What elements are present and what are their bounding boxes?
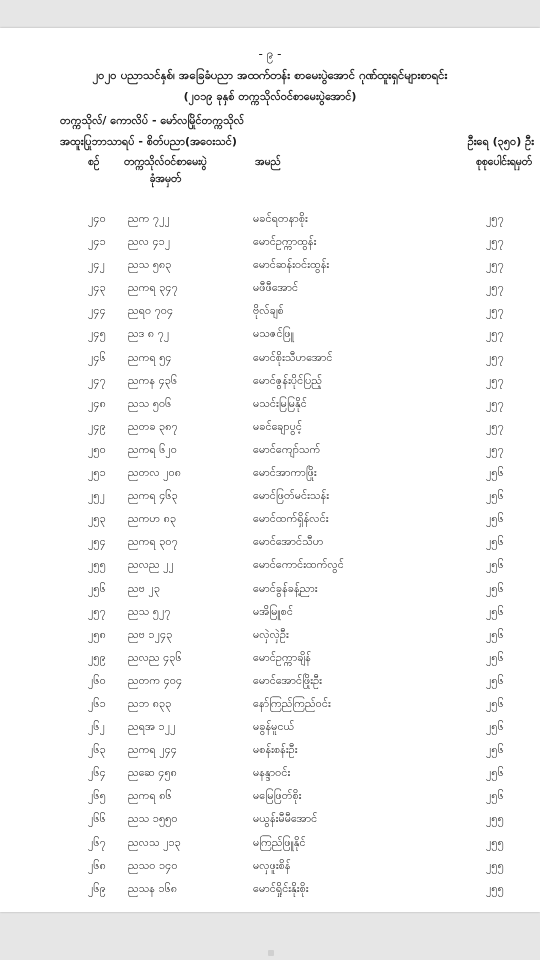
row-number: ၂၆၂	[88, 720, 105, 734]
table-row	[0, 416, 540, 439]
table-row	[0, 578, 540, 601]
column-header-roll-line: ခုံအမှတ်	[149, 173, 182, 185]
roll-number: ညရဝ ၇၀၄	[128, 304, 174, 318]
table-row	[0, 439, 540, 462]
roll-number: ညဒ ၈ ၇၂	[128, 327, 170, 341]
row-number: ၂၅၄	[88, 535, 106, 549]
table-row	[0, 277, 540, 300]
row-number: ၂၄၂	[88, 258, 105, 272]
total-score: ၂၅၆	[486, 789, 504, 803]
student-name: မောင်ဖြတ်မင်းသန်း	[253, 489, 330, 503]
total-score: ၂၅၆	[486, 766, 504, 780]
row-number: ၂၆၉	[88, 881, 106, 895]
total-score: ၂၅၆	[486, 512, 504, 526]
table-row	[0, 508, 540, 531]
total-score: ၂၅၅	[486, 812, 504, 826]
total-score: ၂၅၅	[486, 858, 504, 872]
roll-number: ညတခ ၃၈၇	[128, 419, 178, 433]
row-number: ၂၄၈	[88, 396, 106, 410]
row-number: ၂၆၁	[88, 696, 106, 710]
total-score: ၂၅၆	[486, 720, 504, 734]
total-score: ၂၅၇	[486, 373, 504, 387]
student-name: မောင်ကျော်သက်	[253, 442, 321, 456]
total-score: ၂၅၆	[486, 673, 504, 687]
roll-number: ညတက ၄၀၄	[128, 673, 183, 687]
roll-number: ညကရ ၈၆	[128, 789, 172, 803]
table-row	[0, 716, 540, 739]
roll-number: ညသ ၅၈၃	[128, 258, 172, 272]
table-row	[0, 670, 540, 693]
total-score: ၂၅၆	[486, 627, 504, 641]
table-row	[0, 647, 540, 670]
total-score: ၂၅၆	[486, 466, 504, 480]
row-number: ၂၄၅	[88, 327, 106, 341]
document-subtitle: (၂၀၁၉ ခုနှစ် တက္ကသိုလ်ဝင်စာမေးပွဲအောင်)	[183, 90, 357, 103]
row-number: ၂၅၉	[88, 650, 106, 664]
table-row	[0, 878, 540, 901]
student-name: မကြည်ဖြူနိုင်	[253, 835, 306, 849]
row-number: ၂၄၀	[88, 212, 106, 225]
row-number: ၂၆၆	[88, 812, 106, 826]
total-score: ၂၅၆	[486, 581, 504, 595]
student-name: မသဇင်ဖြူ	[253, 327, 294, 341]
roll-number: ညကရ ၄၆၃	[128, 489, 178, 503]
roll-number: ညဗ ၂၃	[128, 581, 161, 595]
row-number: ၂၆၀	[88, 673, 106, 687]
row-number: ၂၆၈	[88, 858, 106, 872]
row-number: ၂၄၄	[88, 304, 106, 318]
student-name: မယွန်းမီမီအောင်	[253, 812, 318, 826]
student-name: မနန္ဒာဝင်း	[253, 766, 291, 780]
column-header-roll	[124, 154, 207, 188]
column-header-roll-line: တက္ကသိုလ်ဝင်စာမေးပွဲ	[124, 156, 207, 168]
row-number: ၂၄၆	[88, 350, 106, 364]
student-name: မခင်ရတနာစိုး	[253, 212, 308, 225]
roll-number: ညသ ၁၅၅၀	[128, 812, 178, 826]
roll-number: ညဗ ၁၂၄၃	[128, 627, 173, 641]
student-name: မောင်အောင်သီဟ	[253, 535, 324, 549]
table-row	[0, 832, 540, 855]
student-name: မခင်ချောပွင့်	[253, 419, 302, 433]
total-score: ၂၅၇	[486, 419, 504, 433]
table-row	[0, 554, 540, 577]
scroll-indicator	[268, 950, 274, 956]
row-number: ၂၄၁	[88, 235, 106, 249]
student-name: မောင်အောင်ဖြိုးဦး	[253, 673, 322, 687]
student-name: မလှဲလှဲဦး	[253, 627, 289, 641]
roll-number: ညလသ ၂၁၃	[128, 835, 181, 849]
row-number: ၂၅၃	[88, 512, 106, 526]
table-row	[0, 254, 540, 277]
table-row	[0, 624, 540, 647]
major-line: အထူးပြုဘာသာရပ် - စိတ်ပညာ(အဝေးသင်)	[60, 135, 237, 148]
row-number: ၂၅၆	[88, 581, 106, 595]
row-number: ၂၆၄	[88, 766, 106, 780]
table-row	[0, 785, 540, 808]
student-name: မောင်ကောင်းထက်လွင်	[253, 558, 344, 572]
student-name: မောင်ထက်ရှိန်လင်း	[253, 512, 329, 526]
roll-number: ညကန ၄၃၆	[128, 373, 178, 387]
roll-number: ညဆေ ၄၅၈	[128, 766, 177, 780]
total-score: ၂၅၇	[486, 442, 504, 456]
total-score: ၂၅၆	[486, 604, 504, 618]
university-line: တက္ကသိုလ်/ ကောလိပ် - မော်လမြိုင်တက္ကသိုလ်	[60, 114, 245, 127]
results-table	[0, 208, 540, 901]
row-number: ၂၅၁	[88, 466, 106, 480]
roll-number: ညကရ ၃၀၇	[128, 535, 178, 549]
total-score: ၂၅၆	[486, 535, 504, 549]
headcount-line: ဦးရေ (၃၅၀) ဦး	[467, 135, 534, 148]
roll-number: ညသ ၅၀၆	[128, 396, 172, 410]
total-score: ၂၅၇	[486, 350, 504, 364]
table-row	[0, 208, 540, 231]
student-name: မခွန်မူငယ်	[253, 720, 295, 734]
row-number: ၂၅၀	[88, 442, 106, 456]
table-row	[0, 393, 540, 416]
row-number: ၂၅၂	[88, 489, 105, 503]
roll-number: ညကရ ၆၂၀	[128, 442, 177, 456]
table-row	[0, 601, 540, 624]
table-row	[0, 531, 540, 554]
roll-number: ညလည ၄၃၆	[128, 650, 182, 664]
table-row	[0, 485, 540, 508]
row-number: ၂၆၇	[88, 835, 106, 849]
page-number: - ၉ -	[258, 47, 282, 61]
table-row	[0, 300, 540, 323]
roll-number: ညဘ ၈၃၃	[128, 696, 172, 710]
roll-number: ညကရ ၅၄	[128, 350, 172, 364]
total-score: ၂၅၇	[486, 235, 504, 249]
student-name: မောင်ဥက္ကာချိန်	[253, 650, 311, 664]
roll-number: ညကရ ၂၄၄	[128, 743, 177, 757]
total-score: ၂၅၇	[486, 396, 504, 410]
student-name: မောင်ခွန်ခန့်ညား	[253, 581, 318, 595]
student-name: မောင်ရှိုင်းနိုးစိုး	[253, 881, 309, 895]
student-name: မမြေဖြတ်စိုး	[253, 789, 302, 803]
row-number: ၂၅၇	[88, 604, 106, 618]
roll-number: ညတလ ၂၀၈	[128, 466, 182, 480]
total-score: ၂၅၆	[486, 558, 504, 572]
column-header-roll-text	[124, 154, 207, 188]
table-row	[0, 762, 540, 785]
roll-number: ညကဟ ၈၃	[128, 512, 177, 526]
student-name: နော်ကြည်ကြည်ဝင်း	[253, 696, 331, 710]
total-score: ၂၅၆	[486, 489, 504, 503]
table-row	[0, 323, 540, 346]
row-number: ၂၄၃	[88, 281, 106, 295]
table-row	[0, 693, 540, 716]
row-number: ၂၆၃	[88, 743, 106, 757]
student-name: မောင်ဥက္ကာထွန်း	[253, 235, 317, 249]
column-header-no: စဉ်	[88, 156, 100, 168]
roll-number: ညသ ၅၂၇	[128, 604, 171, 618]
table-row	[0, 739, 540, 762]
total-score: ၂၅၇	[486, 281, 504, 295]
table-row	[0, 231, 540, 254]
column-header-total: စုစုပေါင်းရမှတ်	[475, 156, 532, 168]
roll-number: ညကရ ၃၄၇	[128, 281, 178, 295]
row-number: ၂၄၉	[88, 419, 106, 433]
student-name: မောင်ဇွန်းပိုင်ပြည့်	[253, 373, 323, 387]
table-row	[0, 370, 540, 393]
student-name: မစန်းစန်းဦး	[253, 743, 298, 757]
table-row	[0, 808, 540, 831]
roll-number: ညရအ ၁၂၂	[128, 720, 176, 734]
roll-number: ညက ၇၂၂	[128, 212, 170, 225]
row-number: ၂၆၅	[88, 789, 106, 803]
roll-number: ညသဝ ၁၄၀	[128, 858, 178, 872]
student-name: မသင်းမြမြနိုင်	[253, 396, 307, 410]
total-score: ၂၅၇	[486, 327, 504, 341]
row-number: ၂၅၅	[88, 558, 106, 572]
student-name: ဗိုလ်ချစ်	[253, 304, 284, 318]
roll-number: ညသန ၁၆၈	[128, 881, 178, 895]
total-score: ၂၅၇	[486, 258, 504, 272]
document-page	[0, 28, 540, 912]
roll-number: ညလည ၂၂	[128, 558, 174, 572]
roll-number: ညလ ၄၁၂	[128, 235, 171, 249]
table-row	[0, 855, 540, 878]
column-header-name: အမည်	[255, 156, 281, 168]
row-number: ၂၄၇	[88, 373, 106, 387]
table-row	[0, 347, 540, 370]
document-title: ၂၀၂၀ ပညာသင်နှစ်၊ အခြေခံပညာ အထက်တန်း စာမေးပွဲအောင် ဂုဏ်ထူးရှင်များစာရင်း	[92, 68, 448, 82]
total-score: ၂၅၆	[486, 650, 504, 664]
student-name: မဖီဖီအောင်	[253, 281, 299, 295]
student-name: မောင်ဆန်းဝင်းထွန်း	[253, 258, 330, 272]
total-score: ၂၅၅	[486, 835, 504, 849]
total-score: ၂၅၆	[486, 743, 504, 757]
row-number: ၂၅၈	[88, 627, 106, 641]
student-name: မောင်အာကာဖြိုး	[253, 466, 317, 480]
table-row	[0, 462, 540, 485]
total-score: ၂၅၇	[486, 212, 504, 225]
total-score: ၂၅၇	[486, 304, 504, 318]
total-score: ၂၅၅	[486, 881, 504, 895]
student-name: မအိမြူစင်	[253, 604, 293, 618]
student-name: မလှဖူးစိန်	[253, 858, 291, 872]
total-score: ၂၅၆	[486, 696, 504, 710]
student-name: မောင်စိုးသီဟအောင်	[253, 350, 333, 364]
